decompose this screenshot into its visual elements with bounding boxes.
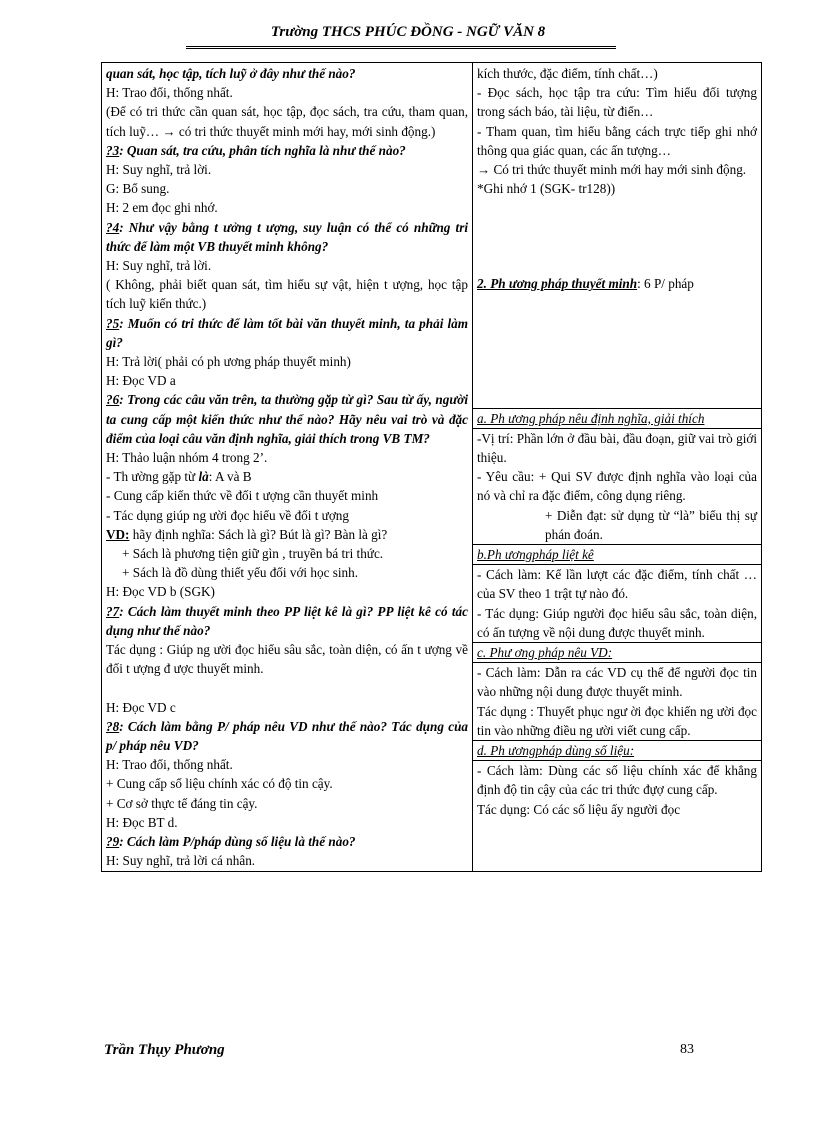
footer-author: Trần Thụy Phương [104,1042,225,1058]
question-9 [106,832,468,851]
spacer [477,236,757,255]
method-heading: b.Ph ươngpháp liệt kê [477,547,594,563]
example-text: hãy định nghĩa: Sách là gì? Bút là gì? Bàn là gì? [129,526,388,542]
spacer [477,217,757,236]
question-3 [106,141,468,160]
content-block [473,663,761,741]
lesson-table [101,62,762,872]
example-label: VD: [106,526,130,542]
answer-note: ( Không, phải biết quan sát, tìm hiểu sự vật, hiện t ượng, học tập tích luỹ kiến thức.) [106,277,468,312]
teacher-student-column [102,63,473,872]
content-line: - Đọc sách, học tập tra cứu: Tìm hiểu đối tượng trong sách báo, tài liệu, từ điển… [477,85,757,120]
content-line: - Cách làm: Kể lần lượt các đặc điểm, tính chất …của SV theo 1 trật tự nào đó. [477,567,757,602]
answer-note: + Cơ sở thực tế đáng tin cậy. [106,795,258,811]
spacer [477,294,757,313]
student-activity: H: Suy nghĩ, trả lời cá nhân. [106,853,256,869]
student-activity: H: Đọc VD b (SGK) [106,584,215,600]
student-activity: H: Đọc VD a [106,373,176,389]
content-line: - Tác dụng: Giúp người đọc hiểu sâu sắc, toàn diện, có ấn tượng về nội dung được thuyết minh. [477,605,757,640]
answer-note: - Cung cấp kiến thức về đối t ượng cần thuyết minh [106,488,379,504]
student-activity: H: Đọc BT d. [106,814,178,830]
question-8 [106,717,468,755]
content-line: - Cách làm: Dùng các số liệu chính xác để khẳng định độ tin cậy của các tri thức đựợ cung cấp. [477,763,757,798]
student-activity: H: Đọc VD c [106,699,176,715]
answer-note: Tác dụng : Giúp ng ười đọc hiểu sâu sắc, toàn diện, có ấn t ượng về đối t ượng đ ược thuyết minh. [106,642,468,677]
section-title: 2. Ph ương pháp thuyết minh [477,276,638,292]
student-activity: H: Trao đổi, thống nhất. [106,85,233,101]
section-heading [477,274,757,293]
student-activity: H: Suy nghĩ, trả lời. [106,162,212,178]
content-block [477,761,757,819]
method-heading: d. Ph ươngpháp dùng số liệu: [477,743,635,759]
content-block [473,429,761,545]
content-column [473,63,762,872]
answer-text: : A và B [208,469,252,485]
question-text: : Trong các câu văn trên, ta thường gặp từ gì? Sau từ ấy, người ta cung cấp một kiến thức như thế nào? Hãy nêu vai trò và đặc điểm của loại câu văn định nghĩa, giải thích trong VB TM? [106,392,468,446]
student-activity: H: Suy nghĩ, trả lời. [106,258,212,274]
answer-note: + Cung cấp số liệu chính xác có độ tin cậy. [106,776,333,792]
content-line: → Có tri thức thuyết minh mới hay mới sinh động. [477,162,747,178]
content-block [473,545,761,565]
question-number: ?6 [106,392,120,408]
content-line: - Yêu cầu: + Qui SV được định nghĩa vào loại của nó và chỉ ra đặc điểm, công dụng riêng. [477,469,757,504]
spacer [477,198,757,217]
content-line: - Cách làm: Dẫn ra các VD cụ thể để người đọc tin vào những nội dung được thuyết minh. [477,665,757,700]
example-line [106,525,468,544]
method-heading: c. Phư ơng pháp nêu VD: [477,645,613,661]
question-number: ?3 [106,142,120,158]
student-activity: H: Thảo luận nhóm 4 trong 2’. [106,450,268,466]
answer-note: (Để có tri thức cần quan sát, học tập, đọc sách, tra cứu, tham quan, tích luỹ… → có tri thức thuyết minh mới hay, mới sinh động.) [106,104,468,139]
question-text: : Như vậy bằng t ưởng t ượng, suy luận có thể có những tri thức để làm một VB thuyết minh không? [106,219,468,254]
question-text: : Cách làm P/pháp dùng số liệu là thế nào? [119,833,356,849]
content-block [473,409,761,429]
question-7 [106,602,468,640]
section-title-rest: : 6 P/ pháp [637,276,694,292]
question-6 [106,390,468,448]
spacer [477,332,757,351]
page-number: 83 [680,1042,694,1057]
question-text: : Cách làm thuyết minh theo PP liệt kê là gì? PP liệt kê có tác dụng như thế nào? [106,603,468,638]
content-line: kích thước, đặc điểm, tính chất…) [477,66,658,81]
content-block [473,741,761,761]
question-number: ?9 [106,833,120,849]
answer-note [106,467,468,486]
student-activity: H: 2 em đọc ghi nhớ. [106,200,218,216]
content-block [473,565,761,643]
question-number: ?7 [106,603,120,619]
example-line: + Sách là phương tiện giữ gìn , truyền bá tri thức. [122,546,384,562]
content-line: + Diễn đạt: sử dụng từ “là” biểu thị sự phán đoán. [545,507,757,542]
question-continued: quan sát, học tập, tích luỹ ở đây như thế nào? [106,66,356,81]
content-line: Tác dụng: Có các số liệu ấy người đọc [477,801,681,817]
keyword: là [198,469,209,485]
spacer [477,389,757,408]
content-block [473,643,761,663]
content-line: Tác dụng : Thuyết phục ngư ời đọc khiến ng ười đọc tin vào những điều ng ười viết cung cấp. [477,703,757,738]
content-line: *Ghi nhớ 1 (SGK- tr128)) [477,181,616,197]
spacer [106,679,468,698]
question-number: ?4 [106,219,120,235]
header-divider [186,46,616,49]
spacer [477,255,757,274]
spacer [477,351,757,370]
answer-text: - Th ường gặp từ [106,469,199,485]
page-header: Trường THCS PHÚC ĐỒNG - NGỮ VĂN 8 [270,24,546,40]
question-text: : Cách làm bằng P/ pháp nêu VD như thế nào? Tác dụng của p/ pháp nêu VD? [106,718,468,753]
example-line: + Sách là đồ dùng thiết yếu đối với học sinh. [122,565,359,581]
student-activity: H: Trao đổi, thống nhất. [106,757,233,773]
teacher-activity: G: Bổ sung. [106,181,170,197]
spacer [477,313,757,332]
question-text: : Muốn có tri thức để làm tốt bài văn thuyết minh, ta phải làm gì? [106,315,468,350]
table-row [102,63,762,872]
content-block [473,64,761,409]
content-line: - Tham quan, tìm hiểu bằng cách trực tiếp ghi nhớ thông qua giác quan, các ấn tượng… [477,123,757,158]
question-text: : Quan sát, tra cứu, phân tích nghĩa là như thế nào? [119,142,406,158]
question-number: ?8 [106,718,120,734]
content-line: -Vị trí: Phần lớn ở đầu bài, đầu đoạn, giữ vai trò giới thiệu. [477,430,757,466]
question-5 [106,314,468,352]
question-4 [106,218,468,256]
student-activity: H: Trả lời( phải có ph ương pháp thuyết minh) [106,354,351,370]
answer-note: - Tác dụng giúp ng ười đọc hiểu về đối t ượng [106,507,349,523]
spacer [477,370,757,389]
question-number: ?5 [106,315,120,331]
method-heading: a. Ph ương pháp nêu định nghĩa, giải thích [477,410,705,426]
